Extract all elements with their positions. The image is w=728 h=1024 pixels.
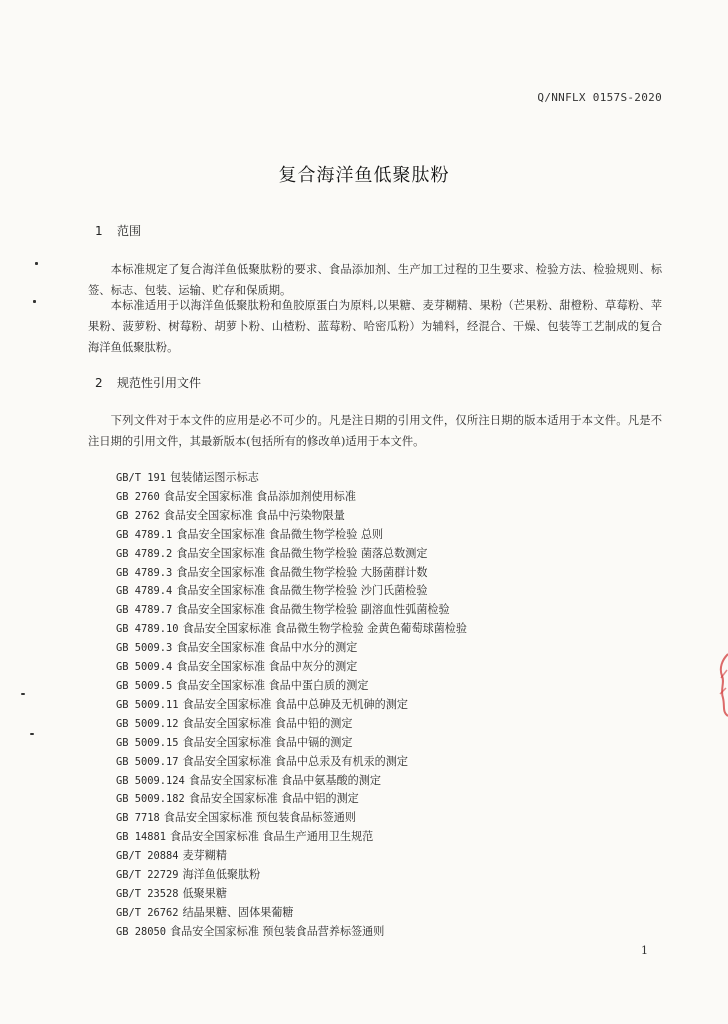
reference-item: [116, 677, 467, 696]
reference-item: [116, 526, 467, 545]
normative-references-list: [116, 469, 467, 942]
reference-code: GB 5009.4: [116, 661, 173, 674]
section-2-paragraph-1: 下列文件对于本文件的应用是必不可少的。凡是注日期的引用文件，仅所注日期的版本适用于本文件。凡是不注日期的引用文件，其最新版本(包括所有的修改单)适用于本文件。: [88, 414, 662, 448]
reference-item: [116, 904, 467, 923]
reference-code: GB 4789.7: [116, 604, 173, 617]
reference-title: 食品安全国家标准 食品添加剂使用标准: [163, 489, 356, 503]
scan-speck: [35, 262, 38, 265]
reference-code: GB/T 22729: [116, 869, 179, 882]
reference-title: 食品安全国家标准 食品微生物学检验 金黄色葡萄球菌检验: [182, 622, 467, 636]
reference-title: 食品安全国家标准 食品中污染物限量: [163, 508, 345, 522]
section-1-number: 1: [95, 224, 103, 238]
section-1-paragraph-1: 本标准规定了复合海洋鱼低聚肽粉的要求、食品添加剂、生产加工过程的卫生要求、检验方法、检验规则、标签、标志、包装、运输、贮存和保质期。: [88, 263, 662, 297]
reference-item: [116, 772, 467, 791]
reference-item: [116, 790, 467, 809]
reference-title: 食品安全国家标准 食品微生物学检验 菌落总数测定: [176, 546, 428, 560]
red-seal-edge-mark: [714, 650, 728, 720]
reference-code: GB 4789.4: [116, 585, 173, 598]
reference-title: 包装储运图示标志: [170, 471, 259, 484]
reference-title: 食品安全国家标准 食品生产通用卫生规范: [170, 830, 374, 844]
reference-code: GB 5009.12: [116, 717, 179, 730]
reference-title: 食品安全国家标准 食品中氨基酸的测定: [188, 773, 381, 787]
reference-item: [116, 866, 467, 885]
reference-item: [116, 620, 467, 639]
reference-code: GB/T 191: [116, 472, 167, 484]
page-number: 1: [641, 944, 648, 957]
reference-code: GB 4789.3: [116, 566, 173, 579]
reference-item: [116, 564, 467, 583]
section-2-heading: [95, 374, 201, 391]
reference-code: GB 4789.2: [116, 547, 173, 560]
reference-title: 食品安全国家标准 食品中铝的测定: [188, 792, 359, 806]
reference-title: 低聚果糖: [182, 886, 227, 900]
reference-item: [116, 601, 467, 620]
reference-code: GB 5009.11: [116, 698, 179, 711]
reference-title: 食品安全国家标准 食品中蛋白质的测定: [176, 678, 369, 692]
reference-item: [116, 545, 467, 564]
reference-item: [116, 639, 467, 658]
reference-title: 食品安全国家标准 食品中灰分的测定: [176, 660, 358, 674]
reference-code: GB 4789.1: [116, 528, 173, 541]
reference-item: [116, 809, 467, 828]
reference-item: [116, 582, 467, 601]
reference-title: 食品安全国家标准 食品微生物学检验 沙门氏菌检验: [176, 584, 428, 598]
reference-code: GB 2760: [116, 490, 160, 503]
section-1-heading: [95, 222, 141, 239]
reference-title: 食品安全国家标准 预包装食品营养标签通则: [170, 924, 385, 938]
reference-title: 食品安全国家标准 食品中总汞及有机汞的测定: [182, 754, 408, 768]
reference-code: GB 5009.3: [116, 642, 173, 655]
reference-item: [116, 885, 467, 904]
reference-title: 食品安全国家标准 食品微生物学检验 总则: [176, 527, 384, 541]
scan-speck: [30, 733, 34, 735]
reference-item: [116, 488, 467, 507]
reference-item: [116, 658, 467, 677]
reference-code: GB 5009.5: [116, 679, 173, 692]
reference-item: [116, 753, 467, 772]
scan-speck: [21, 693, 25, 695]
reference-item: [116, 828, 467, 847]
reference-code: GB/T 23528: [116, 887, 179, 900]
reference-code: GB 5009.124: [116, 774, 185, 787]
document-number: Q/NNFLX 0157S-2020: [537, 91, 662, 104]
reference-title: 食品安全国家标准 食品中铅的测定: [182, 716, 353, 730]
section-1-title: 范围: [117, 224, 142, 238]
reference-item: [116, 696, 467, 715]
reference-title: 食品安全国家标准 预包装食品标签通则: [163, 811, 356, 825]
reference-code: GB/T 20884: [116, 850, 179, 863]
section-2-number: 2: [95, 376, 103, 390]
reference-title: 麦芽糊精: [182, 849, 227, 863]
reference-code: GB/T 26762: [116, 906, 179, 919]
reference-item: [116, 469, 467, 488]
reference-code: GB 4789.10: [116, 623, 179, 636]
reference-code: GB 14881: [116, 831, 167, 844]
reference-title: 食品安全国家标准 食品中总砷及无机砷的测定: [182, 697, 408, 711]
reference-item: [116, 507, 467, 526]
reference-title: 食品安全国家标准 食品微生物学检验 大肠菌群计数: [176, 565, 428, 579]
reference-title: 结晶果糖、固体果葡糖: [182, 905, 294, 919]
reference-item: [116, 923, 467, 942]
reference-code: GB 2762: [116, 509, 160, 522]
reference-title: 食品安全国家标准 食品中镉的测定: [182, 735, 353, 749]
reference-code: GB 28050: [116, 925, 167, 938]
reference-title: 食品安全国家标准 食品中水分的测定: [176, 641, 358, 655]
section-2-title: 规范性引用文件: [117, 376, 202, 390]
reference-code: GB 5009.17: [116, 755, 179, 768]
reference-title: 食品安全国家标准 食品微生物学检验 副溶血性弧菌检验: [176, 603, 450, 617]
scan-speck: [33, 300, 36, 303]
reference-code: GB 7718: [116, 812, 160, 825]
document-title: 复合海洋鱼低聚肽粉: [278, 165, 450, 186]
reference-item: [116, 847, 467, 866]
reference-title: 海洋鱼低聚肽粉: [182, 868, 261, 882]
reference-code: GB 5009.15: [116, 736, 179, 749]
section-1-paragraph-2: 本标准适用于以海洋鱼低聚肽粉和鱼胶原蛋白为原料,以果糖、麦芽糊精、果粉（芒果粉、甜橙粉、草莓粉、苹果粉、菠萝粉、树莓粉、胡萝卜粉、山楂粉、蓝莓粉、哈密瓜粉）为辅料，经混合、干燥、包装等工艺制成的复合海洋鱼低聚肽粉。: [88, 299, 662, 354]
reference-item: [116, 715, 467, 734]
reference-code: GB 5009.182: [116, 793, 185, 806]
reference-item: [116, 734, 467, 753]
